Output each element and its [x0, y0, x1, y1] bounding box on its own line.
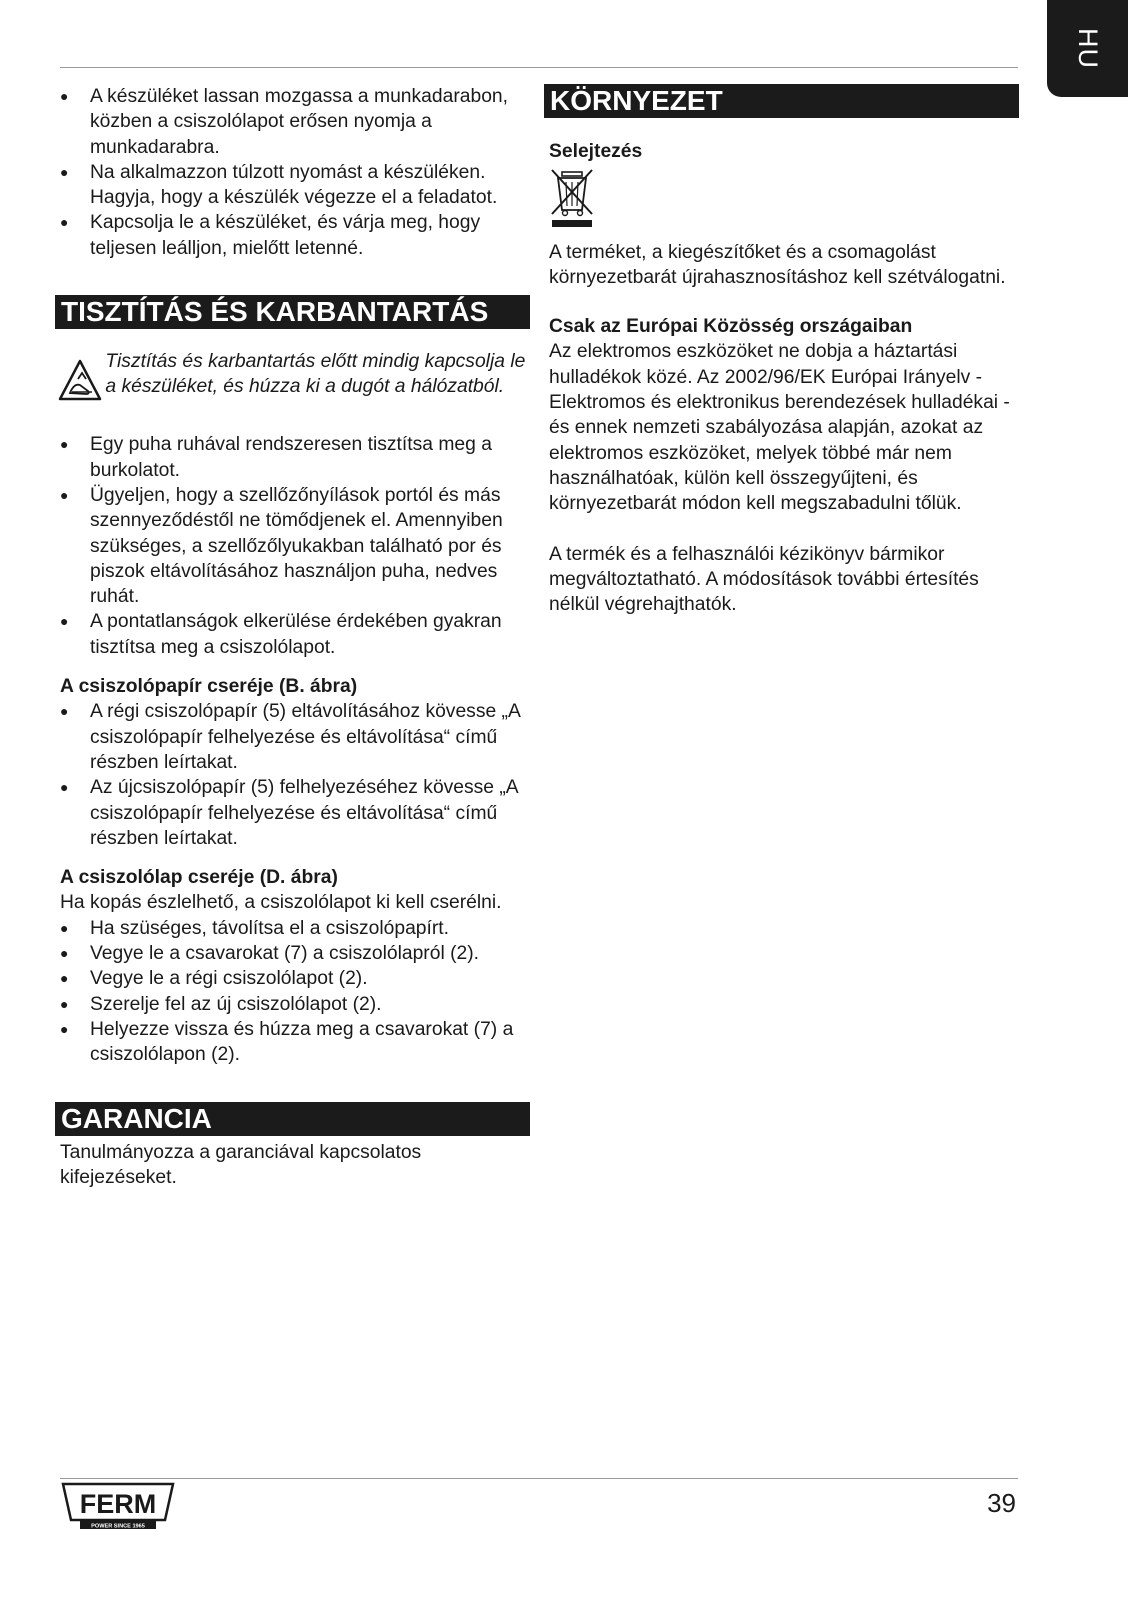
sandpaper-bullet-list	[55, 699, 530, 851]
section-heading-environment: KÖRNYEZET	[544, 84, 1019, 118]
bottom-rule	[60, 1478, 1018, 1479]
page-number: 39	[987, 1488, 1016, 1518]
pad-bullet-list	[55, 916, 530, 1068]
list-item: ● Na alkalmazzon túlzott nyomást a készüléken. Hagyja, hogy a készülék végezze el a feladatot.	[60, 160, 530, 211]
logo-tagline: POWER SINCE 1965	[91, 1523, 145, 1530]
notice-text: A termék és a felhasználói kézikönyv bármikor megváltoztatható. A módosítások további értesítés nélkül végrehajthatók.	[549, 543, 979, 616]
list-item: ● Szerelje fel az új csiszolólapot (2).	[60, 992, 530, 1017]
right-column	[544, 84, 1019, 617]
warranty-text: Tanulmányozza a garanciával kapcsolatos kifejezéseket.	[60, 1141, 422, 1188]
eu-text: Az elektromos eszközöket ne dobja a háztartási hulladékok közé. Az 2002/96/EK Európai Irányelv - Elektromos és elektronikus berendezések hulladékai - és ennek nemzeti szabályozása alapján, azokat az elektromos eszközöket, melyek többé már nem használhatóak, külön kell összegyűjteni, és környezetbarát módon kell megszabadulni tőlük.	[549, 341, 1010, 515]
list-item: ● Vegye le a régi csiszolólapot (2).	[60, 966, 530, 991]
list-item: ● Ha szüséges, távolítsa el a csiszolópapírt.	[60, 916, 530, 941]
list-item: ● Az újcsiszolópapír (5) felhelyezéséhez kövesse „A csiszolópapír felhelyezése és eltávolítása“ című részben leírtakat.	[60, 775, 530, 851]
top-rule	[60, 67, 1018, 68]
left-column	[55, 84, 530, 1190]
section-heading-warranty: GARANCIA	[55, 1102, 530, 1136]
logo-text: FERM	[79, 1489, 157, 1519]
list-item: ● Helyezze vissza és húzza meg a csavarokat (7) a csiszolólapon (2).	[60, 1017, 530, 1068]
warning-triangle-icon	[55, 349, 105, 408]
disposal-text: A terméket, a kiegészítőket és a csomagolást környezetbarát újrahasznosításhoz kell szétválogatni.	[549, 241, 1006, 288]
list-item: ● Ügyeljen, hogy a szellőzőnyílások portól és más szennyeződéstől ne tömődjenek el. Amennyiben szükséges, a szellőzőlyukakban található por és piszok eltávolításához használjon puha, nedves ruhát.	[60, 483, 530, 609]
sandpaper-title: A csiszolópapír cseréje (B. ábra)	[60, 676, 358, 698]
ferm-logo	[60, 1482, 176, 1535]
list-item: ● A pontatlanságok elkerülése érdekében gyakran tisztítsa meg a csiszolólapot.	[60, 609, 530, 660]
list-item: ● Kapcsolja le a készüléket, és várja meg, hogy teljesen leálljon, mielőtt letenné.	[60, 210, 530, 261]
warning-block	[55, 349, 530, 408]
language-code: HU	[1073, 28, 1103, 69]
list-item: ● Egy puha ruhával rendszeresen tisztítsa meg a burkolatot.	[60, 432, 530, 483]
intro-bullet-list	[55, 84, 530, 261]
pad-intro: Ha kopás észlelhető, a csiszolólapot ki kell cserélni.	[60, 892, 502, 914]
language-tab	[1047, 0, 1128, 97]
section-heading-cleaning: TISZTÍTÁS ÉS KARBANTARTÁS	[55, 295, 530, 329]
list-item: ● Vegye le a csavarokat (7) a csiszolólapról (2).	[60, 941, 530, 966]
list-item: ● A készüléket lassan mozgassa a munkadarabon, közben a csiszolólapot erősen nyomja a munkadarabra.	[60, 84, 530, 160]
warning-text: Tisztítás és karbantartás előtt mindig kapcsolja le a készüléket, és húzza ki a dugót a hálózatból.	[105, 351, 526, 398]
list-item: ● A régi csiszolópapír (5) eltávolításához kövesse „A csiszolópapír felhelyezése és eltávolítása“ című részben leírtakat.	[60, 699, 530, 775]
disposal-title: Selejtezés	[549, 141, 643, 162]
cleaning-bullet-list	[55, 432, 530, 660]
crossed-out-bin-icon	[544, 166, 1019, 235]
pad-title: A csiszolólap cseréje (D. ábra)	[60, 867, 338, 889]
eu-title: Csak az Európai Közösség országaiban	[549, 316, 913, 338]
